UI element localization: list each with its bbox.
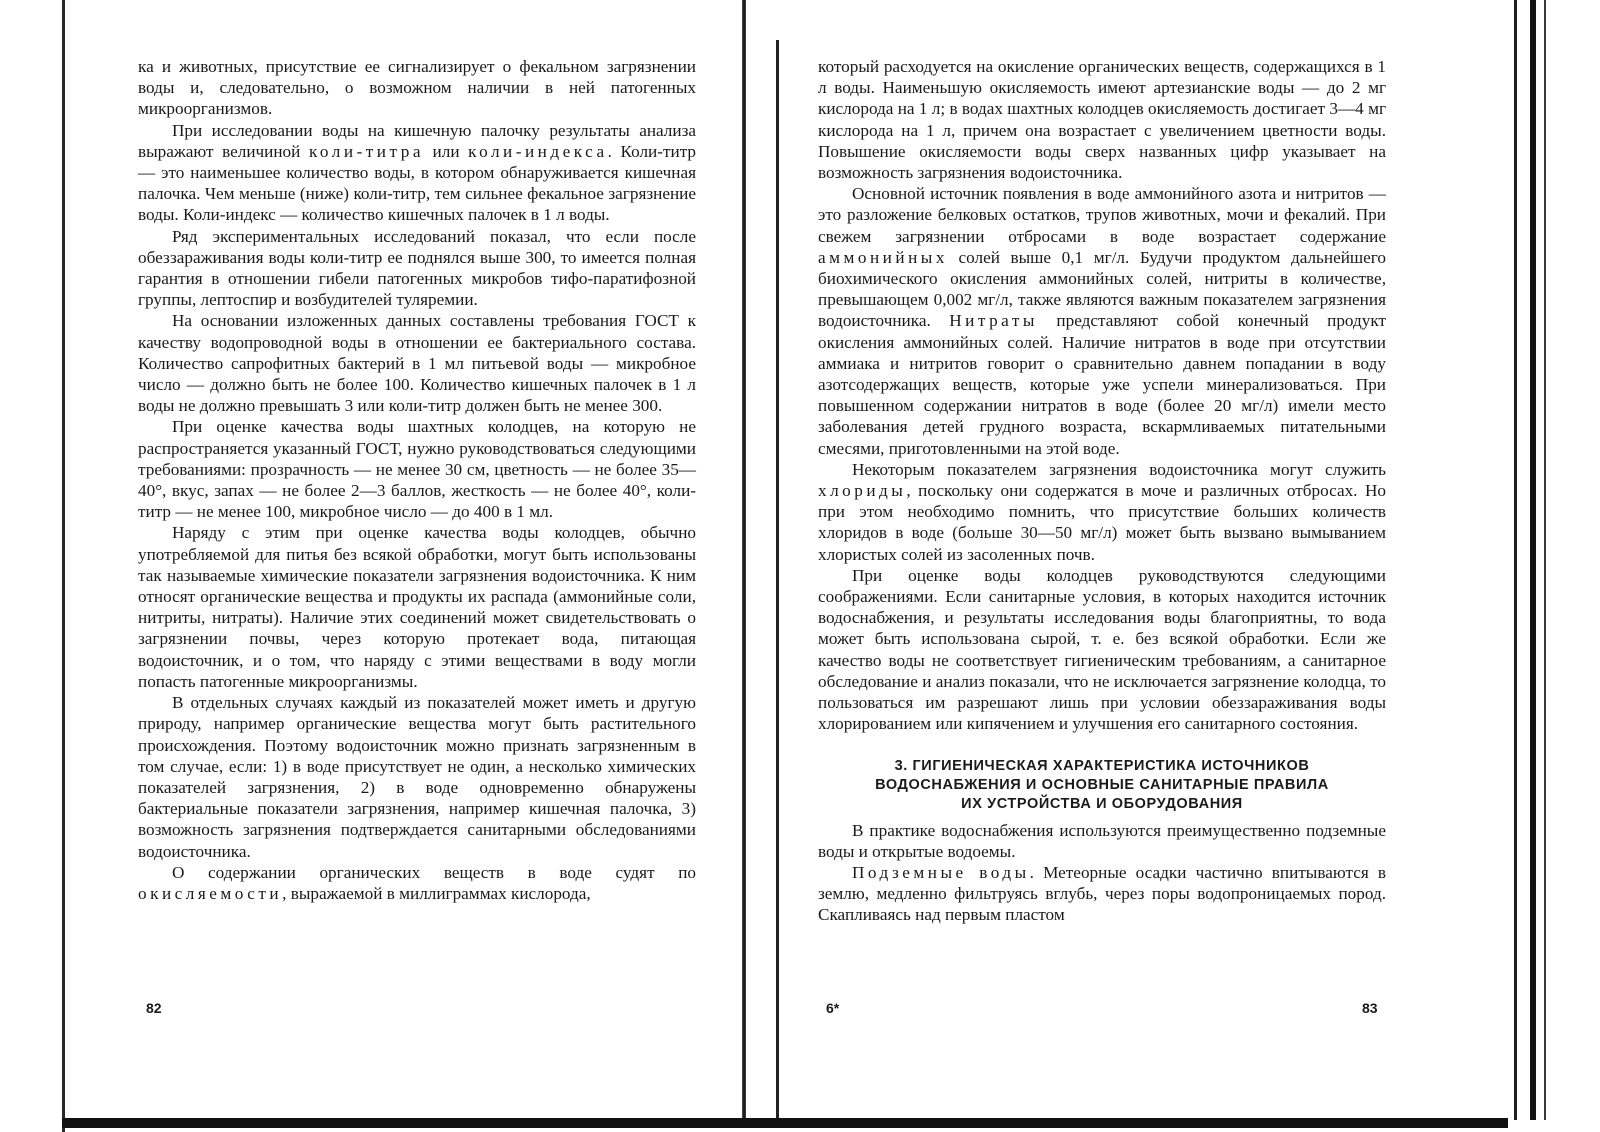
paragraph: В отдельных случаях каждый из показателей может иметь и другую природу, например органические вещества могут быть растительного происхождения. Поэтому водоисточник можно признать загрязненным в том случае, если: 1) в воде присутствует не один, а несколько химических показателей загрязнения, 2) в воде одновременно обнаружены бактериальные показатели загрязнения, например кишечная палочка, 3) возможность загрязнения подтверждается санитарными обследованиями водоисточника. [138, 693, 696, 861]
signature-mark: 6* [826, 1000, 840, 1016]
page-number-left: 82 [146, 1000, 162, 1016]
paragraph: При оценке воды колодцев руководствуются следующими соображениями. Если санитарные условия, в которых находится источник водоснабжения, и результаты исследования воды благоприятны, то вода может быть использована сырой, т. е. без всякой обработки. Если же качество воды не соответствует гигиеническим требованиям, а санитарное обследование и анализ показали, что не исключается загрязнение колодца, то пользоваться им разрешают лишь при условии обеззараживания воды хлорированием или кипячением и улучшения его санитарного состояния. [818, 565, 1386, 734]
page-number-right: 83 [1362, 1000, 1378, 1016]
paragraph: Подземные воды. Метеорные осадки частично впитываются в землю, медленно фильтруясь вглубь, через поры водопроницаемых пород. Скапливаясь над первым пластом [818, 862, 1386, 925]
spine-shadow [776, 40, 779, 1120]
paragraph: При исследовании воды на кишечную палочку результаты анализа выражают величиной коли-титра или коли-индекса. Коли-титр — это наименьшее количество воды, в котором обнаруживается кишечная палочка. Чем меньше (ниже) коли-титр, тем сильнее фекальное загрязнение воды. Коли-индекс — количество кишечных палочек в 1 л воды. [138, 120, 697, 225]
spaced-term: Подземные воды [852, 862, 1030, 882]
left-page-edge [62, 0, 65, 1132]
paragraph: ка и животных, присутствие ее сигнализирует о фекальном загрязнении воды и, следовательно, о возможном наличии в ней патогенных микроорганизмов. [138, 57, 696, 119]
paragraph: На основании изложенных данных составлены требования ГОСТ к качеству водопроводной воды в отношении ее бактериального состава. Количество сапрофитных бактерий в 1 мл питьевой воды — микробное число — должно быть не более 100. Количество кишечных палочек в 1 л воды не должно превышать 3 или коли-титр должен быть не менее 300. [138, 311, 696, 416]
heading-line: ВОДОСНАБЖЕНИЯ И ОСНОВНЫЕ САНИТАРНЫЕ ПРАВИЛА [875, 776, 1329, 793]
right-page-edge-thin [1544, 0, 1546, 1120]
heading-line: ИХ УСТРОЙСТВА И ОБОРУДОВАНИЯ [961, 795, 1243, 812]
spaced-term: Нитраты [949, 311, 1038, 331]
bottom-scan-edge [62, 1118, 1508, 1128]
spaced-term: окисляемости [138, 883, 283, 903]
right-page-edge-thick [1530, 0, 1536, 1120]
paragraph: который расходуется на окисление органических веществ, содержащихся в 1 л воды. Наименьшую окисляемость имеют артезианские воды — до 2 мг кислорода на 1 л; в водах шахтных колодцев окисляемость достигает 3—4 мг кислорода на 1 л, причем она возрастает с увеличением цветности воды. Повышение окисляемости воды сверх названных цифр указывает на возможность загрязнения водоисточника. [818, 57, 1386, 183]
paragraph: Наряду с этим при оценке качества воды колодцев, обычно употребляемой для питья без всякой обработки, могут быть использованы так называемые химические показатели загрязнения водоисточника. К ним относят органические вещества и продукты их распада (аммонийные соли, нитриты, нитраты). Наличие этих соединений может свидетельствовать о загрязнении почвы, через которую протекает вода, питающая водоисточник, и о том, что наряду с этими веществами в воду могли попасть патогенные микроорганизмы. [138, 523, 696, 691]
paragraph: Ряд экспериментальных исследований показал, что если после обеззараживания воды коли-титр ее поднялся выше 300, то имеется полная гарантия в отношении гибели патогенных микробов тифо-паратифозной группы, лептоспир и возбудителей туляремии. [138, 226, 696, 310]
spaced-term: хлориды [818, 481, 907, 501]
paragraph: Основной источник появления в воде аммонийного азота и нитритов — это разложение белковых остатков, трупов животных, мочи и фекалий. При свежем загрязнении отбросами в воде возрастает содержание аммонийных солей выше 0,1 мг/л. Будучи продуктом дальнейшего биохимического окисления аммонийных солей, нитриты в количестве, превышающем 0,002 мг/л, также являются важным показателем загрязнения водоисточника. Нитраты представляют собой конечный продукт окисления аммонийных солей. Наличие нитратов в воде при отсутствии аммиака и нитритов говорит о сравнительно давнем попадании в воду азотсодержащих веществ, которые уже успели минерализоваться. При повышенном содержании нитратов в воде (более 20 мг/л) имели место заболевания детей грудного возраста, вскармливаемых питательными смесями, приготовленными на этой воде. [818, 184, 1387, 458]
section-heading [818, 757, 1386, 814]
left-page [138, 56, 696, 904]
spaced-term: аммонийных [818, 247, 948, 267]
paragraph: В практике водоснабжения используются преимущественно подземные воды и открытые водоемы. [818, 820, 1386, 861]
book-spine [742, 0, 746, 1120]
right-page [818, 56, 1386, 926]
paragraph: При оценке качества воды шахтных колодцев, на которую не распространяется указанный ГОСТ, нужно руководствоваться следующими требованиями: прозрачность — не менее 30 см, цветность — не более 35—40°, вкус, запах — не более 2—3 баллов, жесткость — не более 40°, коли-титр — не менее 100, микробное число — до 400 в 1 мл. [138, 417, 696, 522]
paragraph: О содержании органических веществ в воде судят по окисляемости, выражаемой в миллиграммах кислорода, [138, 862, 696, 903]
spaced-term: коли-индекса [468, 141, 608, 161]
heading-line: 3. ГИГИЕНИЧЕСКАЯ ХАРАКТЕРИСТИКА ИСТОЧНИКОВ [894, 757, 1310, 774]
spaced-term: коли-титра [308, 141, 424, 161]
paragraph: Некоторым показателем загрязнения водоисточника могут служить хлориды, поскольку они содержатся в моче и различных отбросах. Но при этом необходимо помнить, что присутствие больших количеств хлоридов в воде (больше 30—50 мг/л) может быть вызвано вымыванием хлористых солей из засоленных почв. [818, 459, 1386, 564]
right-page-edge [1514, 0, 1517, 1120]
